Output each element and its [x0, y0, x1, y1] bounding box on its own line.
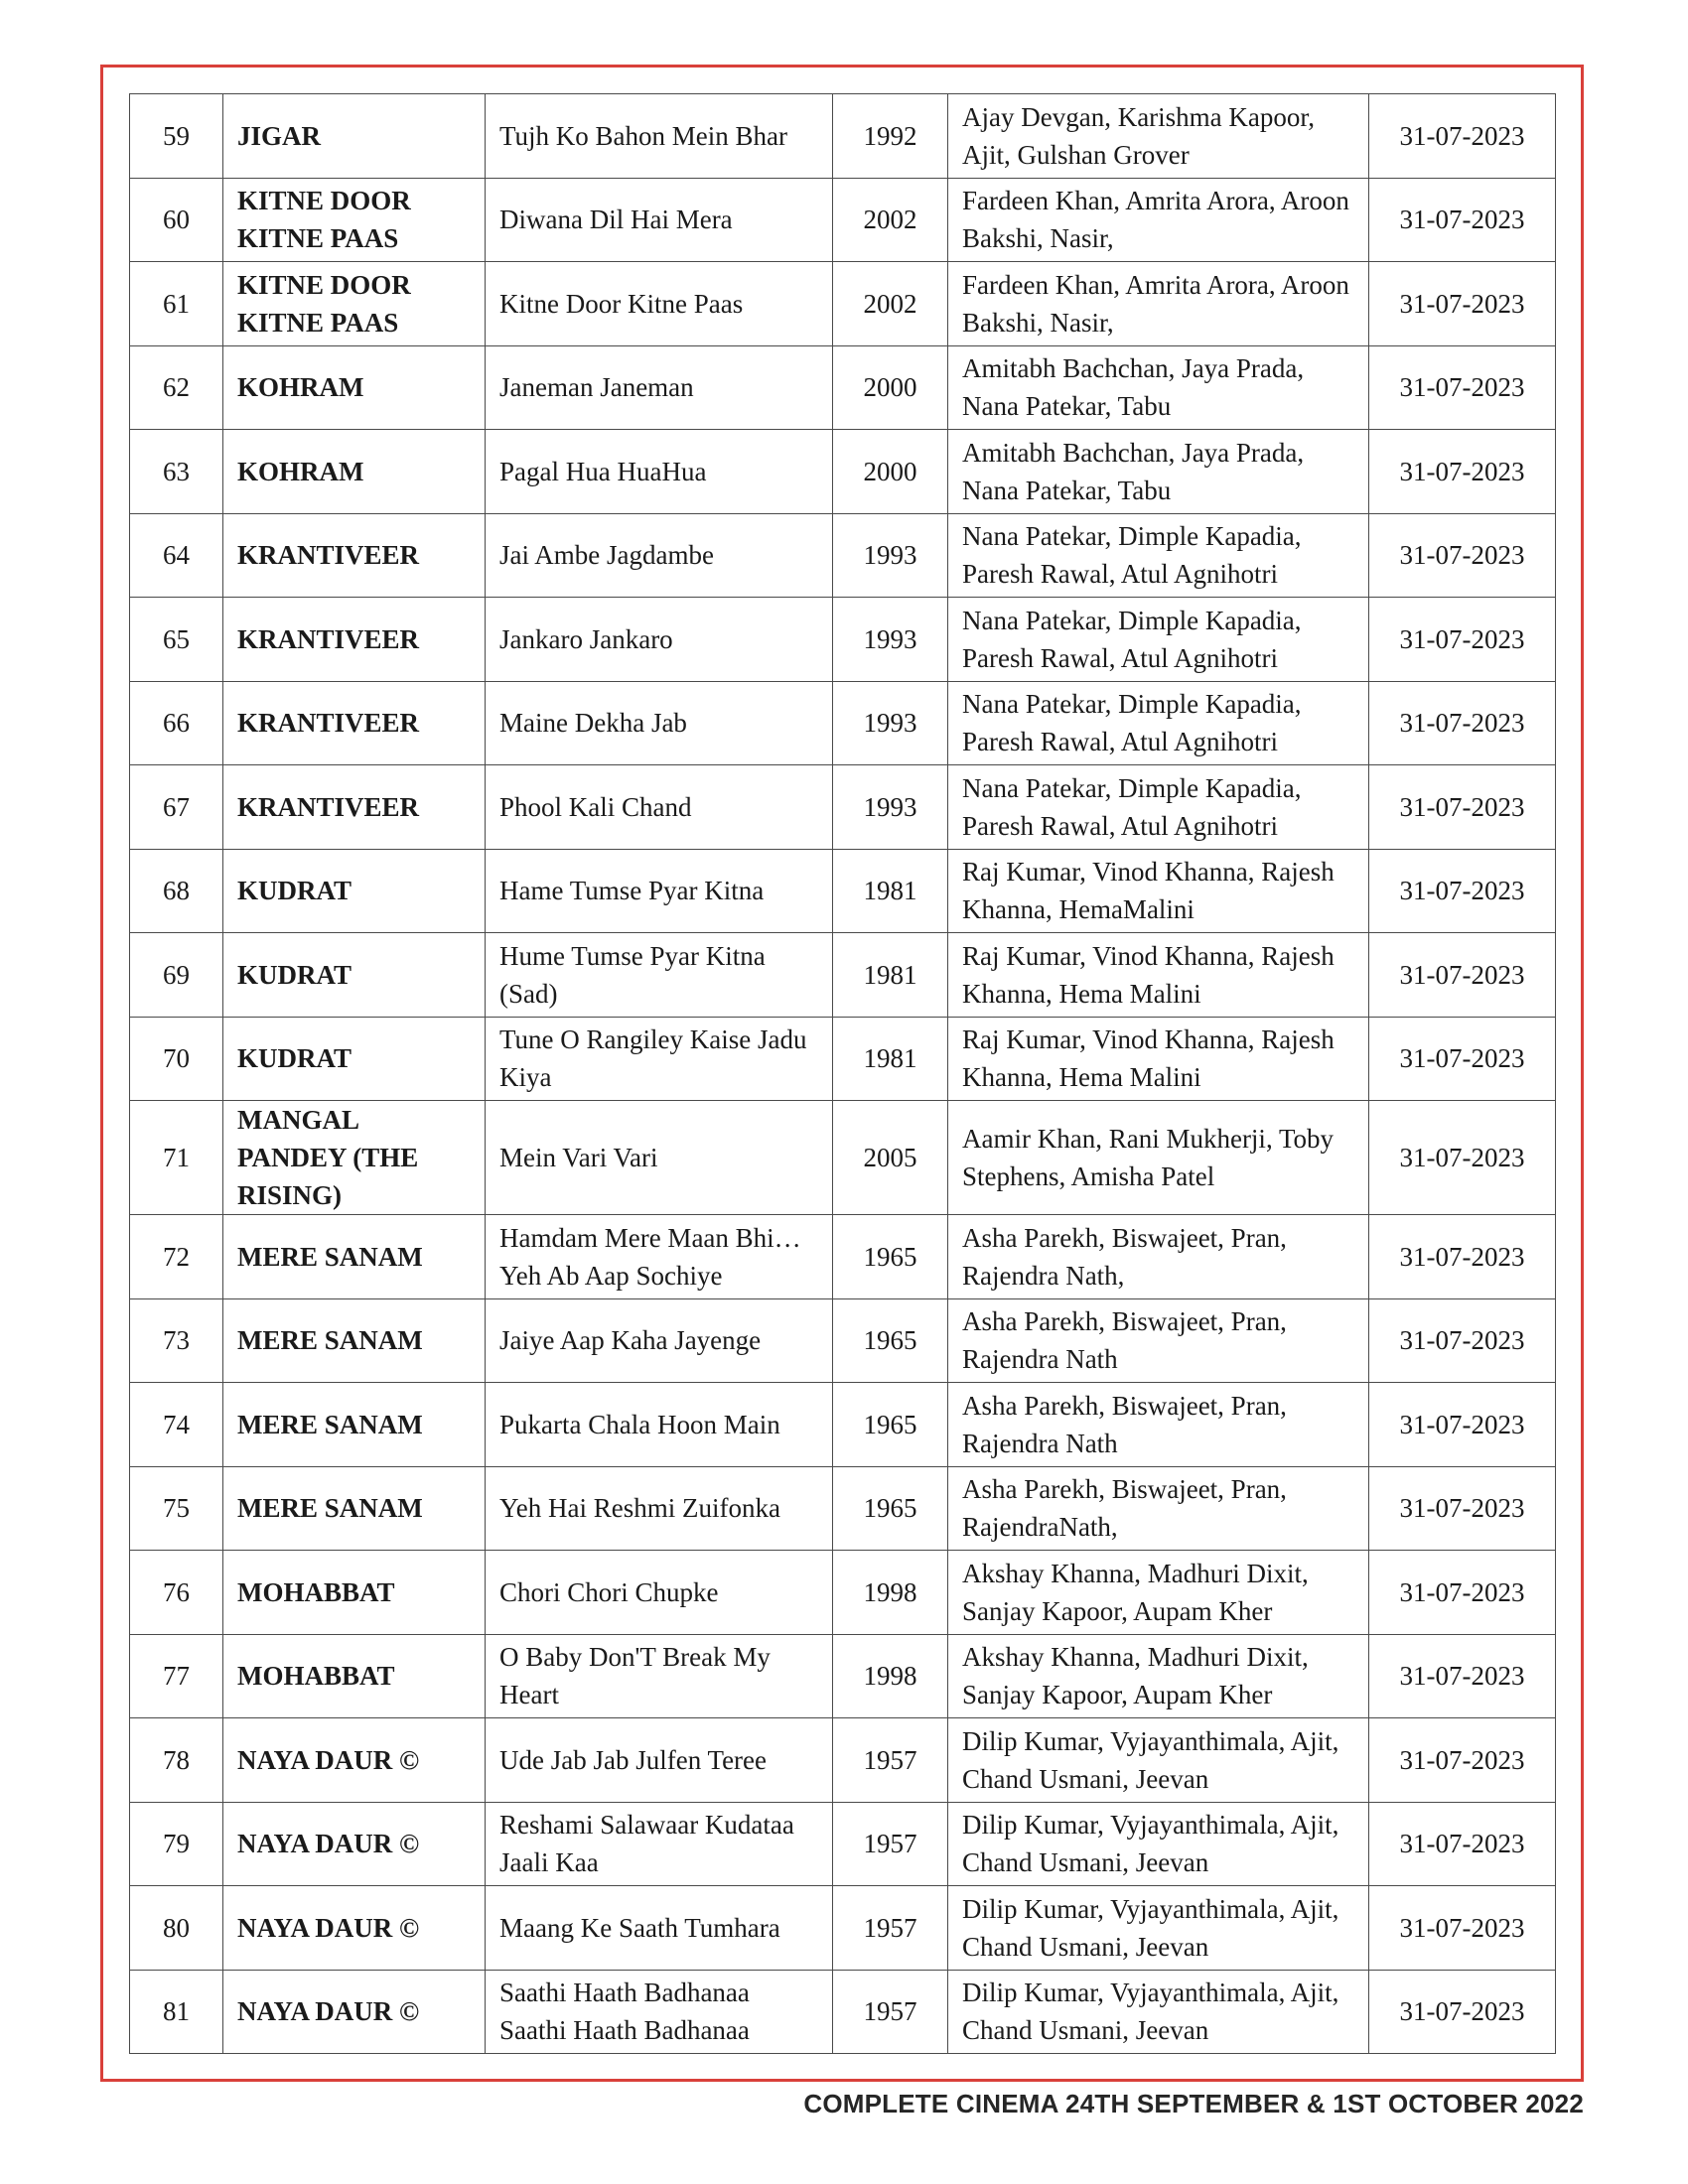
song-title-cell: Jaiye Aap Kaha Jayenge — [486, 1298, 833, 1383]
serial-number-cell: 79 — [130, 1802, 223, 1886]
film-title-cell: MERE SANAM — [223, 1466, 486, 1551]
table-row — [130, 598, 1556, 682]
expiry-date-cell: 31-07-2023 — [1369, 178, 1556, 262]
serial-number-cell: 63 — [130, 430, 223, 514]
film-title-cell: KOHRAM — [223, 430, 486, 514]
release-year-cell: 1965 — [833, 1215, 948, 1299]
expiry-date-cell: 31-07-2023 — [1369, 1551, 1556, 1635]
expiry-date-cell: 31-07-2023 — [1369, 1802, 1556, 1886]
cast-cell: Raj Kumar, Vinod Khanna, Rajesh Khanna, Hema Malini — [948, 933, 1369, 1018]
table-row — [130, 1802, 1556, 1886]
table-row — [130, 1551, 1556, 1635]
release-year-cell: 1998 — [833, 1634, 948, 1718]
cast-cell: Dilip Kumar, Vyjayanthimala, Ajit, Chand Usmani, Jeevan — [948, 1718, 1369, 1803]
song-title-cell: Diwana Dil Hai Mera — [486, 178, 833, 262]
film-title-cell: MANGAL PANDEY (THE RISING) — [223, 1101, 486, 1215]
song-title-cell: Hamdam Mere Maan Bhi… Yeh Ab Aap Sochiye — [486, 1215, 833, 1299]
song-title-cell: Saathi Haath Badhanaa Saathi Haath Badhanaa — [486, 1970, 833, 2054]
release-year-cell: 1957 — [833, 1886, 948, 1971]
expiry-date-cell: 31-07-2023 — [1369, 1634, 1556, 1718]
serial-number-cell: 60 — [130, 178, 223, 262]
serial-number-cell: 71 — [130, 1101, 223, 1215]
table-row — [130, 1466, 1556, 1551]
release-year-cell: 2005 — [833, 1101, 948, 1215]
table-row — [130, 933, 1556, 1018]
film-title-cell: KUDRAT — [223, 849, 486, 933]
expiry-date-cell: 31-07-2023 — [1369, 1298, 1556, 1383]
cast-cell: Asha Parekh, Biswajeet, Pran, Rajendra Nath, — [948, 1215, 1369, 1299]
film-title-cell: KRANTIVEER — [223, 681, 486, 765]
release-year-cell: 1998 — [833, 1551, 948, 1635]
table-row — [130, 1886, 1556, 1971]
song-title-cell: Jai Ambe Jagdambe — [486, 513, 833, 598]
cast-cell: Aamir Khan, Rani Mukherji, Toby Stephens, Amisha Patel — [948, 1101, 1369, 1215]
serial-number-cell: 67 — [130, 765, 223, 850]
song-title-cell: Ude Jab Jab Julfen Teree — [486, 1718, 833, 1803]
film-title-cell: KRANTIVEER — [223, 513, 486, 598]
release-year-cell: 1981 — [833, 1017, 948, 1101]
table-row — [130, 345, 1556, 430]
expiry-date-cell: 31-07-2023 — [1369, 1970, 1556, 2054]
cast-cell: Dilip Kumar, Vyjayanthimala, Ajit, Chand Usmani, Jeevan — [948, 1970, 1369, 2054]
cast-cell: Nana Patekar, Dimple Kapadia, Paresh Rawal, Atul Agnihotri — [948, 765, 1369, 850]
film-title-cell: NAYA DAUR © — [223, 1718, 486, 1803]
expiry-date-cell: 31-07-2023 — [1369, 513, 1556, 598]
song-title-cell: Jankaro Jankaro — [486, 598, 833, 682]
song-title-cell: Chori Chori Chupke — [486, 1551, 833, 1635]
expiry-date-cell: 31-07-2023 — [1369, 933, 1556, 1018]
song-title-cell: Maang Ke Saath Tumhara — [486, 1886, 833, 1971]
table-body — [130, 94, 1556, 2054]
table-row — [130, 430, 1556, 514]
release-year-cell: 1957 — [833, 1970, 948, 2054]
table-row — [130, 178, 1556, 262]
release-year-cell: 1981 — [833, 933, 948, 1018]
song-title-cell: Maine Dekha Jab — [486, 681, 833, 765]
cast-cell: Asha Parekh, Biswajeet, Pran, RajendraNath, — [948, 1466, 1369, 1551]
expiry-date-cell: 31-07-2023 — [1369, 1718, 1556, 1803]
release-year-cell: 1993 — [833, 598, 948, 682]
cast-cell: Nana Patekar, Dimple Kapadia, Paresh Rawal, Atul Agnihotri — [948, 681, 1369, 765]
cast-cell: Raj Kumar, Vinod Khanna, Rajesh Khanna, HemaMalini — [948, 849, 1369, 933]
cast-cell: Asha Parekh, Biswajeet, Pran, Rajendra Nath — [948, 1383, 1369, 1467]
expiry-date-cell: 31-07-2023 — [1369, 765, 1556, 850]
cast-cell: Fardeen Khan, Amrita Arora, Aroon Bakshi, Nasir, — [948, 178, 1369, 262]
serial-number-cell: 74 — [130, 1383, 223, 1467]
expiry-date-cell: 31-07-2023 — [1369, 262, 1556, 346]
expiry-date-cell: 31-07-2023 — [1369, 94, 1556, 179]
film-title-cell: MOHABBAT — [223, 1551, 486, 1635]
release-year-cell: 2002 — [833, 262, 948, 346]
serial-number-cell: 81 — [130, 1970, 223, 2054]
expiry-date-cell: 31-07-2023 — [1369, 430, 1556, 514]
song-title-cell: Tune O Rangiley Kaise Jadu Kiya — [486, 1017, 833, 1101]
table-row — [130, 1215, 1556, 1299]
cast-cell: Ajay Devgan, Karishma Kapoor, Ajit, Gulshan Grover — [948, 94, 1369, 179]
film-title-cell: JIGAR — [223, 94, 486, 179]
cast-cell: Nana Patekar, Dimple Kapadia, Paresh Rawal, Atul Agnihotri — [948, 598, 1369, 682]
table-row — [130, 1970, 1556, 2054]
film-title-cell: KOHRAM — [223, 345, 486, 430]
table-row — [130, 1298, 1556, 1383]
expiry-date-cell: 31-07-2023 — [1369, 1215, 1556, 1299]
serial-number-cell: 66 — [130, 681, 223, 765]
song-title-cell: Tujh Ko Bahon Mein Bhar — [486, 94, 833, 179]
cast-cell: Nana Patekar, Dimple Kapadia, Paresh Rawal, Atul Agnihotri — [948, 513, 1369, 598]
release-year-cell: 1992 — [833, 94, 948, 179]
song-title-cell: Pukarta Chala Hoon Main — [486, 1383, 833, 1467]
expiry-date-cell: 31-07-2023 — [1369, 1886, 1556, 1971]
release-year-cell: 1957 — [833, 1802, 948, 1886]
release-year-cell: 1993 — [833, 681, 948, 765]
song-rights-table — [129, 93, 1556, 2054]
song-title-cell: Hume Tumse Pyar Kitna (Sad) — [486, 933, 833, 1018]
film-title-cell: MOHABBAT — [223, 1634, 486, 1718]
song-title-cell: Janeman Janeman — [486, 345, 833, 430]
table-row — [130, 681, 1556, 765]
release-year-cell: 2000 — [833, 345, 948, 430]
song-title-cell: Kitne Door Kitne Paas — [486, 262, 833, 346]
film-title-cell: MERE SANAM — [223, 1298, 486, 1383]
song-title-cell: Mein Vari Vari — [486, 1101, 833, 1215]
film-title-cell: KITNE DOOR KITNE PAAS — [223, 262, 486, 346]
expiry-date-cell: 31-07-2023 — [1369, 1466, 1556, 1551]
release-year-cell: 1965 — [833, 1298, 948, 1383]
table-row — [130, 849, 1556, 933]
serial-number-cell: 77 — [130, 1634, 223, 1718]
release-year-cell: 1981 — [833, 849, 948, 933]
table-row — [130, 765, 1556, 850]
film-title-cell: MERE SANAM — [223, 1215, 486, 1299]
film-title-cell: NAYA DAUR © — [223, 1886, 486, 1971]
serial-number-cell: 62 — [130, 345, 223, 430]
serial-number-cell: 80 — [130, 1886, 223, 1971]
film-title-cell: MERE SANAM — [223, 1383, 486, 1467]
cast-cell: Dilip Kumar, Vyjayanthimala, Ajit, Chand Usmani, Jeevan — [948, 1886, 1369, 1971]
expiry-date-cell: 31-07-2023 — [1369, 345, 1556, 430]
cast-cell: Amitabh Bachchan, Jaya Prada, Nana Patekar, Tabu — [948, 345, 1369, 430]
cast-cell: Asha Parekh, Biswajeet, Pran, Rajendra Nath — [948, 1298, 1369, 1383]
film-title-cell: KRANTIVEER — [223, 598, 486, 682]
release-year-cell: 2002 — [833, 178, 948, 262]
expiry-date-cell: 31-07-2023 — [1369, 1101, 1556, 1215]
film-title-cell: KRANTIVEER — [223, 765, 486, 850]
song-title-cell: Hame Tumse Pyar Kitna — [486, 849, 833, 933]
film-title-cell: KUDRAT — [223, 1017, 486, 1101]
release-year-cell: 1965 — [833, 1383, 948, 1467]
song-title-cell: O Baby Don'T Break My Heart — [486, 1634, 833, 1718]
song-title-cell: Pagal Hua HuaHua — [486, 430, 833, 514]
cast-cell: Akshay Khanna, Madhuri Dixit, Sanjay Kapoor, Aupam Kher — [948, 1551, 1369, 1635]
film-title-cell: KUDRAT — [223, 933, 486, 1018]
film-title-cell: NAYA DAUR © — [223, 1802, 486, 1886]
serial-number-cell: 65 — [130, 598, 223, 682]
release-year-cell: 1993 — [833, 765, 948, 850]
song-title-cell: Reshami Salawaar Kudataa Jaali Kaa — [486, 1802, 833, 1886]
serial-number-cell: 61 — [130, 262, 223, 346]
release-year-cell: 1965 — [833, 1466, 948, 1551]
serial-number-cell: 78 — [130, 1718, 223, 1803]
serial-number-cell: 73 — [130, 1298, 223, 1383]
serial-number-cell: 72 — [130, 1215, 223, 1299]
footer-caption: COMPLETE CINEMA 24TH SEPTEMBER & 1ST OCTOBER 2022 — [803, 2089, 1584, 2118]
song-title-cell: Yeh Hai Reshmi Zuifonka — [486, 1466, 833, 1551]
table-row — [130, 513, 1556, 598]
cast-cell: Raj Kumar, Vinod Khanna, Rajesh Khanna, Hema Malini — [948, 1017, 1369, 1101]
expiry-date-cell: 31-07-2023 — [1369, 849, 1556, 933]
cast-cell: Amitabh Bachchan, Jaya Prada, Nana Patekar, Tabu — [948, 430, 1369, 514]
release-year-cell: 1993 — [833, 513, 948, 598]
serial-number-cell: 59 — [130, 94, 223, 179]
song-title-cell: Phool Kali Chand — [486, 765, 833, 850]
expiry-date-cell: 31-07-2023 — [1369, 1017, 1556, 1101]
serial-number-cell: 68 — [130, 849, 223, 933]
serial-number-cell: 69 — [130, 933, 223, 1018]
serial-number-cell: 64 — [130, 513, 223, 598]
cast-cell: Dilip Kumar, Vyjayanthimala, Ajit, Chand Usmani, Jeevan — [948, 1802, 1369, 1886]
table-row — [130, 1634, 1556, 1718]
film-title-cell: KITNE DOOR KITNE PAAS — [223, 178, 486, 262]
expiry-date-cell: 31-07-2023 — [1369, 681, 1556, 765]
table-row — [130, 1017, 1556, 1101]
table-row — [130, 1383, 1556, 1467]
film-title-cell: NAYA DAUR © — [223, 1970, 486, 2054]
serial-number-cell: 75 — [130, 1466, 223, 1551]
table-row — [130, 1101, 1556, 1215]
release-year-cell: 2000 — [833, 430, 948, 514]
cast-cell: Fardeen Khan, Amrita Arora, Aroon Bakshi, Nasir, — [948, 262, 1369, 346]
serial-number-cell: 70 — [130, 1017, 223, 1101]
release-year-cell: 1957 — [833, 1718, 948, 1803]
table-row — [130, 262, 1556, 346]
cast-cell: Akshay Khanna, Madhuri Dixit, Sanjay Kapoor, Aupam Kher — [948, 1634, 1369, 1718]
serial-number-cell: 76 — [130, 1551, 223, 1635]
table-row — [130, 94, 1556, 179]
table-row — [130, 1718, 1556, 1803]
expiry-date-cell: 31-07-2023 — [1369, 598, 1556, 682]
expiry-date-cell: 31-07-2023 — [1369, 1383, 1556, 1467]
